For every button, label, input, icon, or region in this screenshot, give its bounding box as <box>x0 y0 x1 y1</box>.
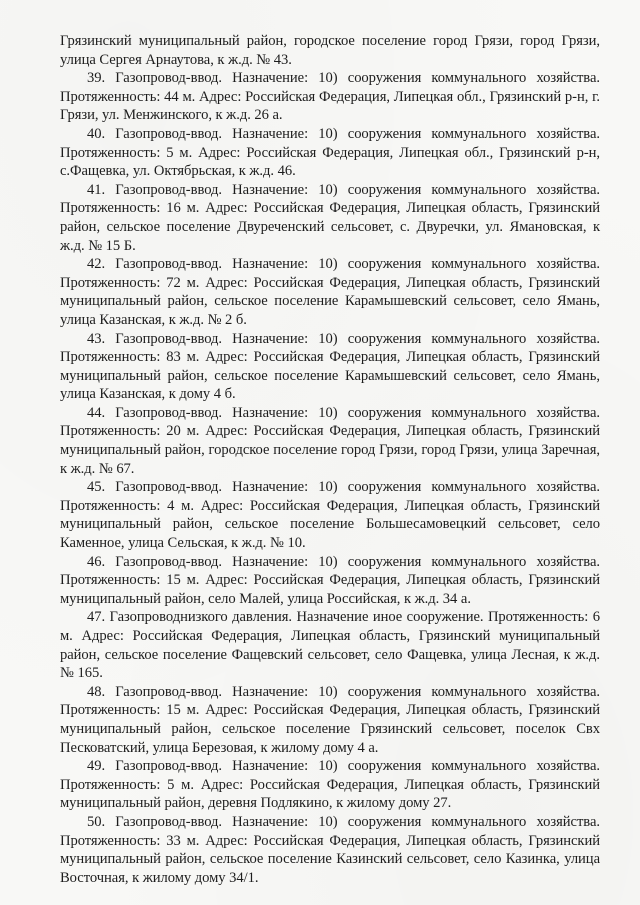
paragraph-item-44: 44. Газопровод-ввод. Назначение: 10) сооружения коммунального хозяйства. Протяженность: 20 м. Адрес: Российская Федерация, Липецкая область, Грязинский муниципальный район, городское поселение город Грязи, город Грязи, улица Заречная, к ж.д. № 67. <box>60 404 600 477</box>
paragraph-item-48: 48. Газопровод-ввод. Назначение: 10) сооружения коммунального хозяйства. Протяженность: 15 м. Адрес: Российская Федерация, Липецкая область, Грязинский муниципальный район, сельское поселение Грязинский сельсовет, поселок Свх Песковатский, улица Березовая, к жилому дому 4 а. <box>60 683 600 756</box>
document-body <box>60 32 600 887</box>
paragraph-item-43: 43. Газопровод-ввод. Назначение: 10) сооружения коммунального хозяйства. Протяженность: 83 м. Адрес: Российская Федерация, Липецкая область, Грязинский муниципальный район, сельское поселение Карамышевский сельсовет, село Ямань, улица Казанская, к дому 4 б. <box>60 330 600 403</box>
paragraph-item-45: 45. Газопровод-ввод. Назначение: 10) сооружения коммунального хозяйства. Протяженность: 4 м. Адрес: Российская Федерация, Липецкая область, Грязинский муниципальный район, сельское поселение Большесамовецкий сельсовет, село Каменное, улица Сельская, к ж.д. № 10. <box>60 479 600 552</box>
paragraph-item-39: 39. Газопровод-ввод. Назначение: 10) сооружения коммунального хозяйства. Протяженность: 44 м. Адрес: Российская Федерация, Липецкая обл., Грязинский р-н, г. Грязи, ул. Менжинского, к ж.д. 26 а. <box>60 70 600 124</box>
paragraph-item-49: 49. Газопровод-ввод. Назначение: 10) сооружения коммунального хозяйства. Протяженность: 5 м. Адрес: Российская Федерация, Липецкая область, Грязинский муниципальный район, деревня Подлякино, к жилому дому 27. <box>60 758 600 812</box>
paragraph-item-40: 40. Газопровод-ввод. Назначение: 10) сооружения коммунального хозяйства. Протяженность: 5 м. Адрес: Российская Федерация, Липецкая обл., Грязинский р-н, с.Фащевка, ул. Октябрьская, к ж.д. 46. <box>60 125 600 180</box>
paragraph-item-50: 50. Газопровод-ввод. Назначение: 10) сооружения коммунального хозяйства. Протяженность: 33 м. Адрес: Российская Федерация, Липецкая область, Грязинский муниципальный район, сельское поселение Казинский сельсовет, село Казинка, улица Восточная, к жилому дому 34/1. <box>60 813 600 886</box>
paragraph-item-41: 41. Газопровод-ввод. Назначение: 10) сооружения коммунального хозяйства. Протяженность: 16 м. Адрес: Российская Федерация, Липецкая область, Грязинский район, сельское поселение Двуреченский сельсовет, с. Двуречки, ул. Ямановская, к ж.д. № 15 Б. <box>60 181 600 254</box>
paragraph-item-46: 46. Газопровод-ввод. Назначение: 10) сооружения коммунального хозяйства. Протяженность: 15 м. Адрес: Российская Федерация, Липецкая область, Грязинский муниципальный район, село Малей, улица Российская, к ж.д. 34 а. <box>60 553 600 607</box>
paragraph-item-47: 47. Газопроводнизкого давления. Назначение иное сооружение. Протяженность: 6 м. Адрес: Российская Федерация, Липецкая область, Грязинский муниципальный район, сельское поселение Фащевский сельсовет, село Фащевка, улица Лесная, к ж.д. № 165. <box>60 609 600 682</box>
paragraph-continuation: Грязинский муниципальный район, городское поселение город Грязи, город Грязи, улица Сергея Арнаутова, к ж.д. № 43. <box>60 33 600 68</box>
paragraph-item-42: 42. Газопровод-ввод. Назначение: 10) сооружения коммунального хозяйства. Протяженность: 72 м. Адрес: Российская Федерация, Липецкая область, Грязинский муниципальный район, сельское поселение Карамышевский сельсовет, село Ямань, улица Казанская, к ж.д. № 2 б. <box>60 256 600 328</box>
